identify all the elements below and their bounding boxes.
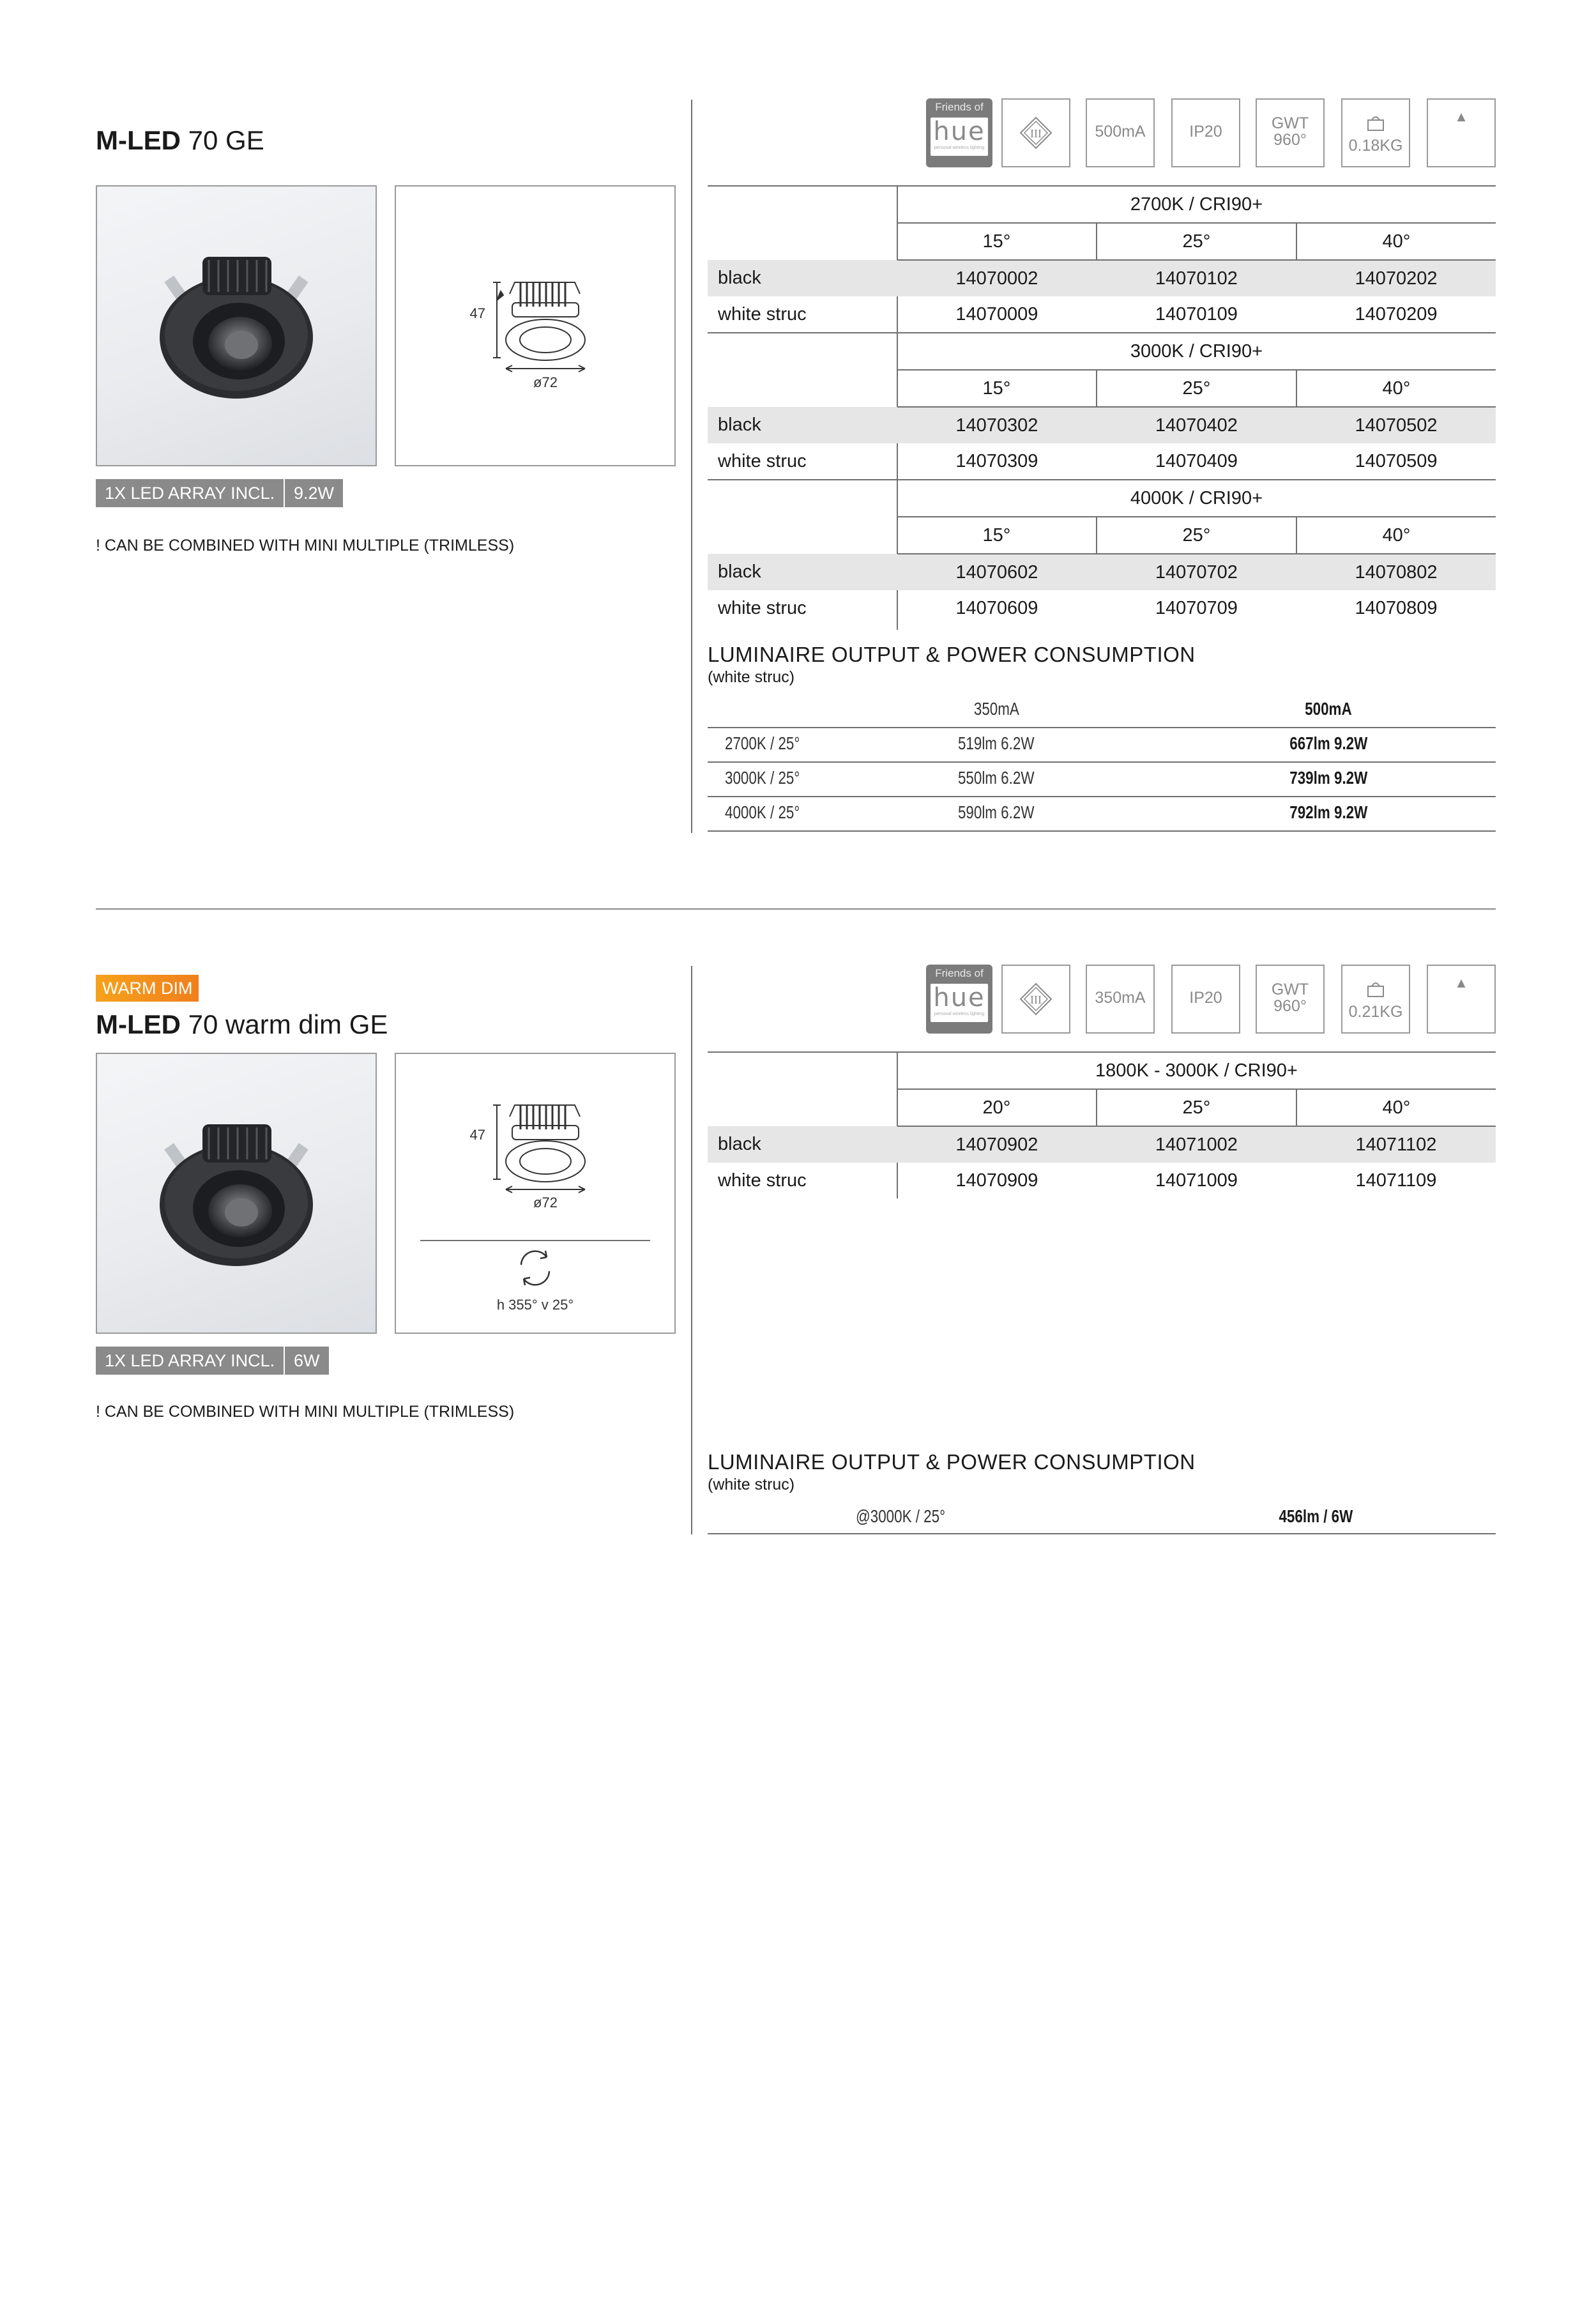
ip-rating-label: IP20 [1189,989,1222,1007]
hue-tagline: personal wireless lighting [934,146,985,150]
class-iii-diamond-icon [1003,966,1069,1032]
article-code-table [708,1053,1496,1198]
product-title-bold: M-LED [96,1009,181,1039]
angle-header: 40° [1296,223,1496,260]
article-code: 14070109 [1155,303,1238,325]
angle-header: 40° [1296,1089,1496,1126]
rotation-angle-label: h 355° v 25° [496,1297,574,1313]
article-code: 14070409 [1155,450,1238,471]
column-divider [691,100,692,833]
finish-label: white struc [718,303,807,325]
output-row-label [725,733,819,754]
article-code: 14070509 [1355,450,1438,471]
gwt-icon [1256,98,1325,167]
output-500-value [1245,733,1411,754]
finish-label: black [708,554,897,590]
article-code: 14070402 [1097,407,1296,443]
power-badge: 6W [285,1347,329,1375]
product-title-rest: 70 warm dim GE [180,1009,388,1039]
output-rule [708,727,1496,728]
output-rule [708,1533,1496,1534]
current-label: 350mA [1095,989,1146,1007]
dimension-drawing-svg [396,187,674,465]
article-code: 14070902 [897,1126,1097,1163]
table-row [708,407,1496,443]
gwt-temp-label: 960° [1273,997,1307,1015]
output-value-text: 456lm / 6W [1279,1506,1353,1526]
article-code: 14070209 [1355,303,1438,325]
product-title-bold: M-LED [96,125,181,155]
section-divider [96,908,1496,910]
article-code-table [708,187,1496,626]
angle-header: 40° [1296,370,1496,407]
output-350-value-text: 550lm 6.2W [958,768,1035,788]
combination-note: ! CAN BE COMBINED WITH MINI MULTIPLE (TRIMLESS) [96,537,515,554]
class-iii-label: III [1030,127,1042,140]
gwt-icon [1256,965,1325,1034]
output-500-value [1245,768,1411,788]
class-iii-diamond-icon [1003,100,1069,166]
table-row [708,590,1496,626]
triangle-icon [1427,965,1496,1034]
output-350-value-text: 590lm 6.2W [958,802,1035,822]
output-350-value-text: 519lm 6.2W [958,733,1035,753]
article-code: 14071109 [1355,1170,1437,1191]
block-header: 4000K / CRI90+ [897,480,1496,517]
output-section-subtitle: (white struc) [708,668,795,686]
output-350-value [913,733,1079,754]
hue-wordmark: hue [933,117,985,146]
hue-caption: Friends of [935,101,984,113]
output-row-label-text: 4000K / 25° [725,802,800,822]
combination-note: ! CAN BE COMBINED WITH MINI MULTIPLE (TRIMLESS) [96,1403,515,1421]
article-code: 14070309 [955,450,1038,471]
article-code: 14070809 [1355,597,1438,618]
class-iii-icon [1001,98,1070,167]
finish-label: white struc [718,1170,807,1191]
angle-header: 15° [897,223,1097,260]
article-code: 14070102 [1097,260,1296,296]
block-header: 1800K - 3000K / CRI90+ [897,1053,1496,1089]
output-rule [708,761,1496,763]
angle-header: 15° [897,517,1097,554]
finish-label: white struc [718,597,807,618]
output-col-500 [1258,699,1399,719]
output-500-value-text: 792lm 9.2W [1289,802,1368,822]
table-row [708,260,1496,296]
angle-header: 25° [1097,517,1296,554]
output-row-label-text: @3000K / 25° [856,1506,946,1526]
column-divider [691,966,692,1534]
weight-label: 0.21KG [1348,1003,1403,1021]
dimension-diameter-label: ø72 [533,1195,558,1211]
dimension-drawing [395,185,676,466]
article-code: 14070302 [897,407,1097,443]
friends-of-hue-logo [926,965,992,1034]
dimension-height-label: 47 [469,1127,485,1143]
article-code: 14070602 [897,554,1097,590]
output-row-label [725,768,819,788]
block-header: 2700K / CRI90+ [897,187,1496,223]
article-code: 14070502 [1296,407,1496,443]
hue-wordmark: hue [933,983,985,1012]
led-array-badge: 1X LED ARRAY INCL. [96,1347,284,1375]
dimension-height-label: 47 [469,305,485,321]
finish-label: black [708,407,897,443]
dimension-drawing-svg [396,1054,674,1333]
ip-rating-icon [1171,965,1240,1034]
output-500-value [1245,802,1411,823]
ip-rating-label: IP20 [1189,123,1222,141]
article-code: 14070002 [897,260,1097,296]
product-title [96,1009,388,1040]
current-label: 500mA [1095,123,1146,141]
ip-rating-icon [1171,98,1240,167]
output-col-350 [926,699,1067,719]
output-col-500-label: 500mA [1305,699,1352,719]
weight-icon [1341,965,1410,1034]
angle-header: 20° [897,1089,1097,1126]
angle-header: 15° [897,370,1097,407]
output-350-value [913,768,1079,788]
finish-label: black [708,1126,897,1163]
warm-dim-tag: WARM DIM [96,975,199,1002]
article-code: 14071002 [1097,1126,1296,1163]
angle-header: 40° [1296,517,1496,554]
hue-inner [931,118,988,156]
article-code: 14070802 [1296,554,1496,590]
current-icon [1086,965,1155,1034]
table-row [708,1163,1496,1198]
gwt-label: GWT [1271,114,1309,132]
power-badge: 9.2W [285,479,343,507]
output-value [1233,1506,1399,1527]
triangle-icon [1427,98,1496,167]
article-code: 14070909 [955,1170,1038,1191]
finish-label: white struc [718,450,807,471]
triangle-symbol: ▲ [1454,109,1468,125]
product-photo [96,185,377,466]
output-500-value-text: 739lm 9.2W [1289,768,1368,788]
weight-scale-icon [1342,972,1409,1004]
output-rule [708,830,1496,832]
article-code: 14071102 [1296,1126,1496,1163]
article-code: 14070709 [1155,597,1238,618]
class-iii-label: III [1030,993,1042,1006]
table-row [708,1126,1496,1163]
product-title-rest: 70 GE [180,125,264,155]
output-section-title: LUMINAIRE OUTPUT & POWER CONSUMPTION [708,1450,1196,1474]
angle-header: 25° [1097,1089,1296,1126]
rotation-icon [521,1251,549,1285]
article-code: 14070009 [955,303,1038,325]
table-row [708,443,1496,480]
article-code: 14070609 [955,597,1038,618]
weight-scale-icon [1342,106,1409,138]
table-row [708,296,1496,333]
block-header: 3000K / CRI90+ [897,333,1496,370]
output-section-title: LUMINAIRE OUTPUT & POWER CONSUMPTION [708,643,1196,666]
article-code: 14070202 [1296,260,1496,296]
class-iii-icon [1001,965,1070,1034]
current-icon [1086,98,1155,167]
gwt-label: GWT [1271,981,1309,998]
weight-icon [1341,98,1410,167]
output-row-label-text: 3000K / 25° [725,768,800,788]
downlight-photo-image [97,187,376,465]
weight-label: 0.18KG [1348,137,1403,155]
led-array-badge: 1X LED ARRAY INCL. [96,479,284,507]
gwt-temp-label: 960° [1273,131,1307,149]
output-row-label [856,1506,968,1527]
triangle-symbol: ▲ [1454,975,1468,991]
finish-label: black [708,260,897,296]
hue-tagline: personal wireless lighting [934,1012,985,1016]
article-code: 14070702 [1097,554,1296,590]
dimension-diameter-label: ø72 [533,374,558,390]
output-rule [708,796,1496,797]
table-row [708,554,1496,590]
output-section-subtitle: (white struc) [708,1476,795,1493]
friends-of-hue-logo [926,98,992,167]
downlight-photo-image [97,1054,376,1333]
output-row-label [725,802,819,823]
output-350-value [913,802,1079,823]
output-col-350-label: 350mA [973,699,1019,719]
output-500-value-text: 667lm 9.2W [1289,733,1368,753]
hue-caption: Friends of [935,967,984,979]
product-title [96,125,264,156]
article-code: 14071009 [1155,1170,1238,1191]
output-row-label-text: 2700K / 25° [725,733,800,753]
product-photo [96,1053,377,1334]
dimension-drawing [395,1053,676,1334]
hue-inner [931,984,988,1022]
angle-header: 25° [1097,370,1296,407]
angle-header: 25° [1097,223,1296,260]
